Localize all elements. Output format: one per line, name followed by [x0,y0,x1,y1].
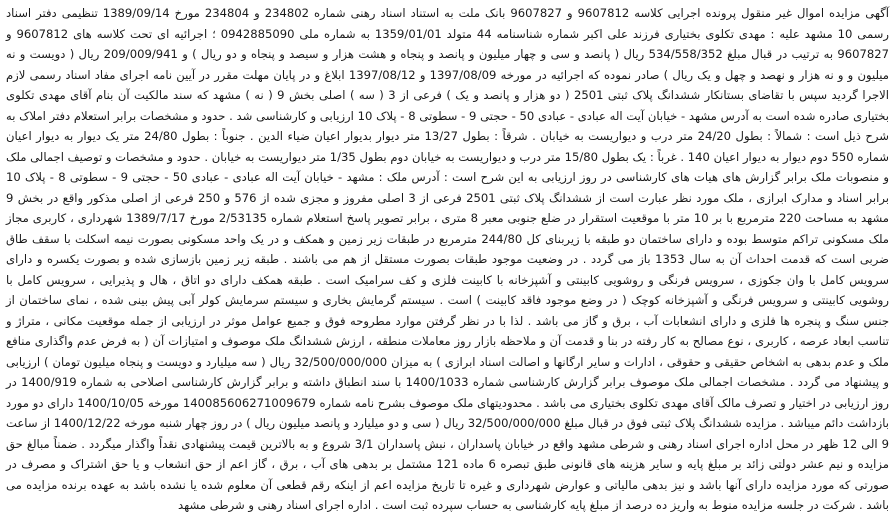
auction-notice-text: آگهی مزایده اموال غیر منقول پرونده اجرایی کلاسه 9607812 و 9607827 بانک ملت به استناد اسناد رهنی شماره 234802 و 234804 مورخ 1389/09/14 تنظیمی دفتر اسناد رسمی 10 مشهد علیه : مهدی تکلوی بختیاری فرزند علی اکبر شماره شناسنامه 44 متولد 1359/01/01 به شماره ملی 0942885090 ؛ اجرائیه ای تحت کلاسه های 9607812 و 9607827 به ترتیب در قبال مبلغ 534/558/352 ریال ( پانصد و سی و چهار میلیون و پانصد و پنجاه و هشت هزار و سیصد و پنجاه و دو ریال ) و 209/009/941 ریال ( دویست و نه میلیون و و نه هزار و نهصد و چهل و یک ریال ) صادر نموده که اجرائیه در مورخه 1397/08/09 و 1397/08/12 ابلاغ و در پایان مهلت مقرر در آیین نامه اجرای مفاد اسناد رسمی لازم الاجرا گردید سپس با تقاضای بستانکار ششدانگ پلاک ثبتی 2501 ( دو هزار و پانصد و یک ) فرعی از 3 ( سه ) اصلی بخش 9 ( نه ) مشهد که سند مالکیت آن بنام آقای مهدی تکلوی بختیاری صادره شده است به آدرس مشهد - خیابان آیت اله عبادی - عبادی 50 - حجتی 9 - سطوتی 8 - پلاک 10 ارزیابی و کارشناسی شد . حدود و مشخصات برابر استعلام دفتر املاک به شرح ذیل است : شمالاً : بطول 24/20 متر درب و دیواریست به خیابان . شرقاً : بطول 13/27 متر دیوار بدیوار اعیان ضیاء الدین . جنوباً : بطول 24/80 متر یک دیوار به دیوار اعیان شماره 550 دوم دیوار به دیوار اعیان 140 . غرباً : یک بطول 15/80 متر درب و دیواریست به خیابان دوم بطول 1/35 متر دیواریست به خیابان . حدود و مشخصات و توصیف اجمالی ملک و منصوبات ملک برابر گزارش های هیات های کارشناسی در روز ارزیابی به این شرح است : آدرس ملک : مشهد - خیابان آیت اله عبادی - عبادی 50 - حجتی 9 - سطوتی 8 - پلاک 10 برابر اسناد و مدارک ابرازی ، ملک مورد نظر عبارت است از ششدانگ پلاک ثبتی 2501 فرعی از 3 اصلی مفروز و مجزی شده از 576 و 250 فرعی از اصلی مذکور واقع در بخش 9 مشهد به مساحت 220 مترمربع با بر 10 متر با موقعیت استقرار در ضلع جنوبی معبر 8 متری ، برابر تصویر پاسخ استعلام شماره 2/53135 مورخ 1389/7/17 شهرداری ، کاربری مجاز ملک مسکونی تراکم متوسط بوده و دارای ساختمان دو طبقه با زیربنای کل 244/80 مترمربع در طبقات زیر زمین و همکف و در یک واحد مسکونی بصورت نیمه اسکلت با سقف طاق ضربی است که قدمت احداث آن به سال 1353 باز می گردد . در وضعیت موجود طبقات بصورت مستقل از هم می باشند . طبقه زیر زمین بازسازی شده و بصورت یکسره و دارای سرویس کامل با وان جکوزی ، سرویس فرنگی و روشویی کابینتی و آشپزخانه با کابینت فلزی و کف سرامیک است . طبقه همکف دارای دو اتاق ، هال و پذیرایی ، سرویس کامل با روشویی کابینتی و سرویس فرنگی و آشپزخانه کوچک ( در وضع موجود فاقد کابینت ) است . سیستم گرمایش بخاری و سیستم سرمایش کولر آبی پیش بینی شده ، نمای ساختمان از جنس سنگ و پنجره ها فلزی و دارای انشعابات آب ، برق و گاز می باشد . لذا با در نظر گرفتن موارد مطروحه فوق و جمیع عوامل موثر در ارزیابی از جمله موقعیت مکانی ، متراژ و تناسب ابعاد عرصه ، کاربری ، نوع مصالح به کار رفته در بنا و قدمت آن و ملاحظه بازار روز معاملات منطقه ، ارزش ششدانگ ملک موصوف و امتیازات آن ( به فرض عدم واگذاری منافع ملک و عدم بدهی به اشخاص حقیقی و حقوقی ، ادارات و سایر ارگانها و اصالت اسناد ابرازی ) به میزان 32/500/000/000 ریال ( سه میلیارد و دویست و پنجاه میلیون تومان ) ارزیابی و پیشنهاد می گردد . مشخصات اجمالی ملک موصوف برابر گزارش کارشناسی شماره 1400/1033 با سند انطباق داشته و برابر گزارش کارشناسی اصلاحی به شماره 1400/919 در روز ارزیابی در اختیار و تصرف مالک آقای مهدی تکلوی بختیاری می باشد . محدودیتهای ملک موصوف بشرح نامه شماره 140085606271009679 مورخه 1400/10/05 دارای دو مورد بازداشت دائم میباشد . مزایده ششدانگ پلاک ثبتی فوق در قبال مبلغ 32/500/000/000 ریال ( سی و دو میلیارد و پانصد میلیون ریال ) در روز چهار شنبه مورخه 1400/12/22 از ساعت 9 الی 12 ظهر در محل اداره اجرای اسناد رهنی و شرطی مشهد واقع در خیابان پاسداران ، نبش پاسداران 3/1 شروع و به بالاترین قیمت پیشنهادی نقداً واگذار میگردد . ضمناً مبالغ حق مزایده و نیم عشر دولتی زائد بر مبلغ پایه و سایر هزینه های قانونی طبق تبصره 6 ماده 121 مشتمل بر بدهی های آب ، برق ، گاز اعم از حق انشعاب و یا حق اشتراک و مصرف در صورتی که مورد مزایده دارای آنها باشد و نیز بدهی مالیاتی و عوارض شهرداری و غیره تا تاریخ مزایده اعم از اینکه رقم قطعی آن معلوم شده یا نشده باشد به عهده برنده مزایده می باشد . شرکت در جلسه مزایده منوط به واریز ده درصد از مبلغ پایه کارشناسی به حساب سپرده ثبت است . اداره اجرای اسناد رهنی و شرطی مشهد [6,6,890,512]
